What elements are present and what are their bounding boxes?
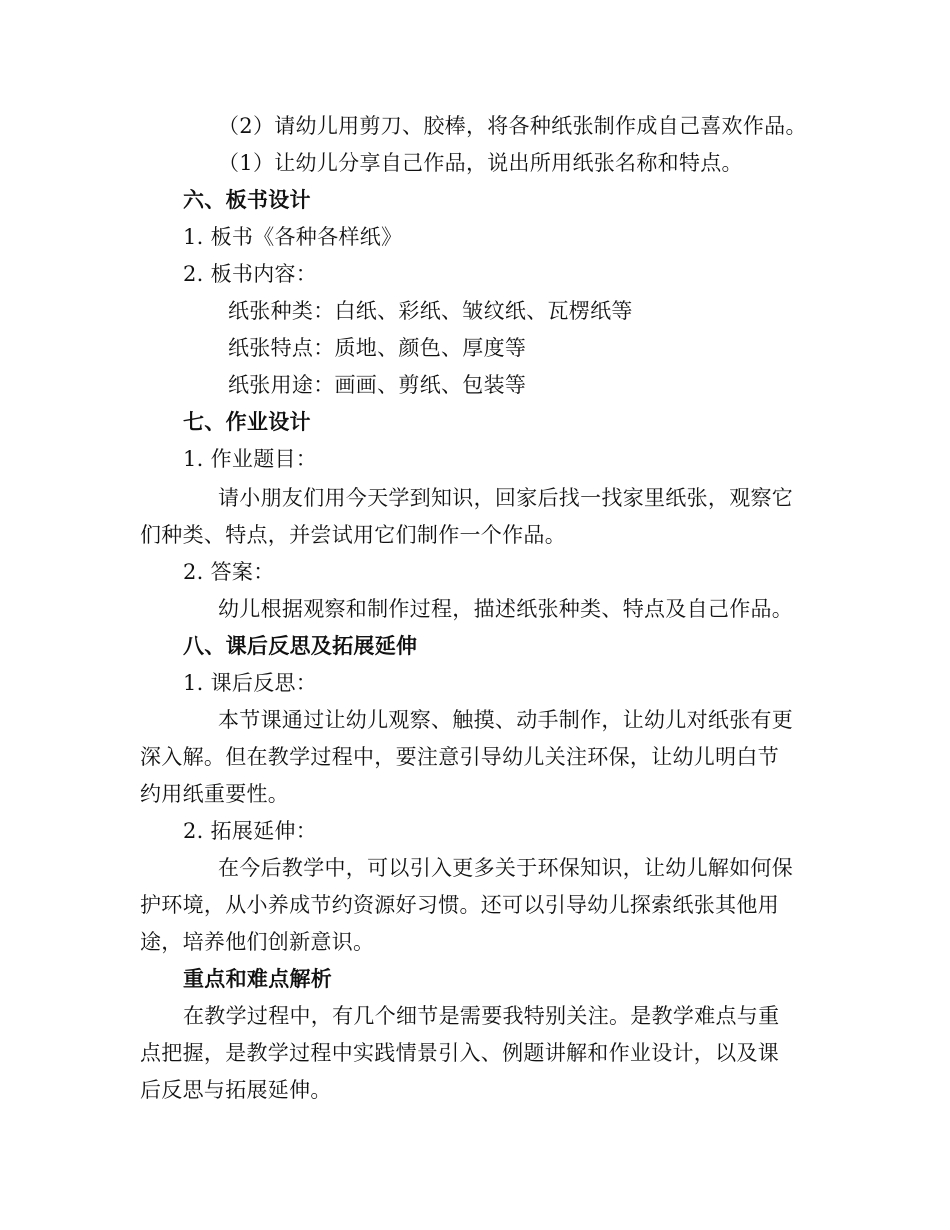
list-item: 1. 课后反思： — [183, 671, 318, 695]
list-item: 1. 作业题目： — [183, 447, 318, 471]
step-1-text: （1）让幼儿分享自己作品，说出所用纸张名称和特点。 — [218, 151, 743, 175]
list-item: 2. 拓展延伸： — [183, 819, 318, 843]
board-content-line: 纸张种类：白纸、彩纸、皱纹纸、瓦楞纸等 — [228, 299, 633, 323]
paragraph-line: 深入解。但在教学过程中，要注意引导幼儿关注环保，让幼儿明白节 — [140, 745, 779, 769]
paragraph-line: 点把握，是教学过程中实践情景引入、例题讲解和作业设计，以及课 — [140, 1041, 779, 1065]
paragraph-line: 幼儿根据观察和制作过程，描述纸张种类、特点及自己作品。 — [218, 597, 794, 621]
paragraph-line: 请小朋友们用今天学到知识，回家后找一找家里纸张，观察它 — [218, 486, 794, 510]
paragraph-line: 本节课通过让幼儿观察、触摸、动手制作，让幼儿对纸张有更 — [218, 708, 794, 732]
paragraph-line: 途，培养他们创新意识。 — [140, 930, 375, 954]
paragraph-line: 在教学过程中，有几个细节是需要我特别关注。是教学难点与重 — [183, 1004, 780, 1028]
list-item: 2. 答案： — [183, 560, 275, 584]
paragraph-line: 约用纸重要性。 — [140, 782, 290, 806]
board-content-line: 纸张特点：质地、颜色、厚度等 — [228, 336, 527, 360]
section-heading-8: 八、课后反思及拓展延伸 — [183, 633, 418, 658]
paragraph-line: 在今后教学中，可以引入更多关于环保知识，让幼儿解如何保 — [218, 856, 794, 880]
section-heading-6: 六、板书设计 — [183, 187, 311, 212]
paragraph-line: 后反思与拓展延伸。 — [140, 1078, 332, 1102]
section-heading-7: 七、作业设计 — [183, 409, 311, 434]
paragraph-line: 们种类、特点，并尝试用它们制作一个作品。 — [140, 523, 566, 547]
board-content-line: 纸张用途：画画、剪纸、包装等 — [228, 373, 527, 397]
paragraph-line: 护环境，从小养成节约资源好习惯。还可以引导幼儿探索纸张其他用 — [140, 893, 779, 917]
step-2-text: （2）请幼儿用剪刀、胶棒，将各种纸张制作成自己喜欢作品。 — [218, 114, 807, 138]
list-item: 2. 板书内容： — [183, 262, 318, 286]
list-item: 1. 板书《各种各样纸》 — [183, 225, 403, 249]
key-points-heading: 重点和难点解析 — [183, 966, 333, 991]
